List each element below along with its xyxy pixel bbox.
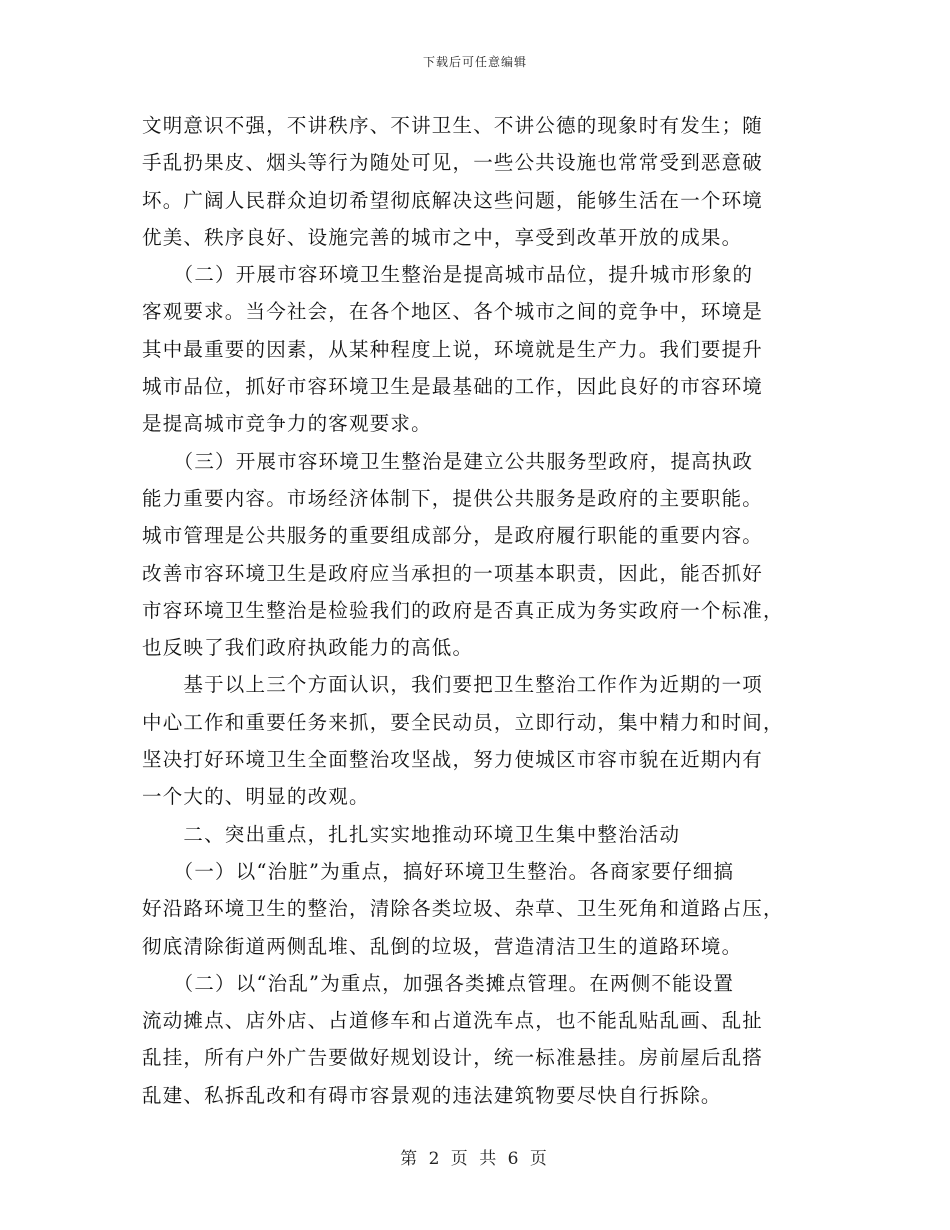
page-number: 第 2 页 共 6 页: [400, 1149, 550, 1169]
paragraph-3: （三）开展市容环境卫生整治是建立公共服务型政府，提高执政 能力重要内容。市场经济体制下，提供公共服务是政府的主要职能。 城市管理是公共服务的重要组成部分，是政府履行职能的重要内容。 改善市容环境卫生是政府应当承担的一项基本职责，因此，能否抓好 市容环境卫生整治是检验我们的政府是否真正成为务实政府一个标准， 也反映了我们政府执政能力的高低。: [142, 449, 784, 660]
page-header: 下载后可任意编辑: [422, 55, 527, 69]
paragraph-4: 基于以上三个方面认识，我们要把卫生整治工作作为近期的一项 中心工作和重要任务来抓，要全民动员，立即行动，集中精力和时间， 坚决打好环境卫生全面整治攻坚战，努力使城区市容市貌在近期内有 一个大的、明显的改观。: [142, 673, 784, 809]
paragraph-2: （二）开展市容环境卫生整治是提高城市品位，提升城市形象的 客观要求。当今社会，在各个地区、各个城市之间的竞争中，环境是 其中最重要的因素，从某种程度上说，环境就是生产力。我们要提升 城市品位，抓好市容环境卫生是最基础的工作，因此良好的市容环境 是提高城市竞争力的客观要求。: [142, 263, 764, 436]
paragraph-1: 文明意识不强，不讲秩序、不讲卫生、不讲公德的现象时有发生；随 手乱扔果皮、烟头等行为随处可见，一些公共设施也常常受到恶意破 坏。广阔人民群众迫切希望彻底解决这些问题，能够生活在一个环境 优美、秩序良好、设施完善的城市之中，享受到改革开放的成果。: [142, 114, 764, 249]
document-body: [142, 107, 802, 1114]
section-heading-2: 二、突出重点，扎扎实实地推动环境卫生集中整治活动: [142, 822, 681, 846]
paragraph-6: （二）以“治乱”为重点，加强各类摊点管理。在两侧不能设置 流动摊点、店外店、占道修车和占道洗车点，也不能乱贴乱画、乱扯 乱挂，所有户外广告要做好规划设计，统一标准悬挂。房前屋后乱搭 乱建、私拆乱改和有碍市容景观的违法建筑物要尽快自行拆除。: [142, 971, 764, 1107]
paragraph-5: （一）以“治脏”为重点，搞好环境卫生整治。各商家要仔细搞 好沿路环境卫生的整治，清除各类垃圾、杂草、卫生死角和道路占压， 彻底清除街道两侧乱堆、乱倒的垃圾，营造清洁卫生的道路环境。: [142, 859, 784, 958]
